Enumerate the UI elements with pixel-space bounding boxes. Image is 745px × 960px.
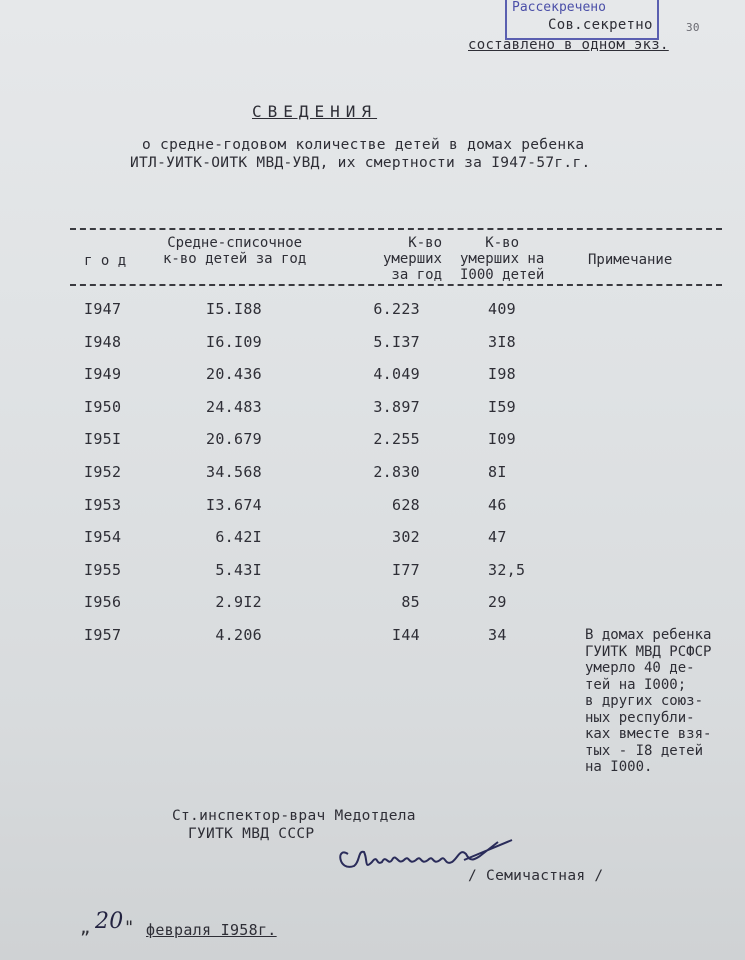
row-avg-count: 5.43I: [215, 560, 262, 579]
row-per-1000: 409: [488, 300, 516, 318]
table-top-rule: [70, 228, 722, 230]
document-title: СВЕДЕНИЯ: [252, 102, 378, 121]
col-header-per1000: К-во умерших на I000 детей: [460, 235, 545, 283]
row-deaths: 3.897: [373, 397, 420, 416]
declassified-stamp-text: Рассекречено: [512, 0, 606, 15]
row-deaths: 5.I37: [373, 332, 420, 351]
row-deaths: 4.049: [373, 365, 420, 384]
row-deaths: 85: [401, 593, 420, 612]
col-header-note: Примечание: [588, 252, 673, 268]
row-deaths: 302: [392, 528, 420, 547]
row-avg-count: I3.674: [206, 495, 262, 514]
row-avg-count: 34.568: [206, 463, 262, 481]
row-avg-count: 6.42I: [215, 528, 262, 547]
row-deaths: 628: [392, 495, 420, 514]
signatory-position-1: Ст.инспектор-врач Медотдела: [172, 808, 416, 824]
row-per-1000: 34: [488, 626, 507, 644]
row-year: I953: [84, 495, 122, 514]
secret-label: Сов.секретно: [548, 17, 653, 33]
signatory-position-2: ГУИТК МВД СССР: [188, 826, 315, 842]
row-year: I950: [84, 397, 122, 416]
subtitle-line-2: ИТЛ-УИТК-ОИТК МВД-УВД, их смертности за I947-57г.г.: [130, 155, 591, 171]
row-deaths: 2.830: [373, 463, 420, 481]
row-deaths: I44: [392, 626, 420, 644]
row-year: I947: [84, 300, 122, 318]
row-avg-count: 20.436: [206, 365, 262, 384]
date-open-quote: „: [80, 918, 91, 938]
row-per-1000: I09: [488, 430, 516, 449]
row-deaths: I77: [392, 560, 420, 579]
col-header-avg: Средне-списочное к-во детей за год: [163, 235, 307, 267]
col-header-year: г о д: [84, 253, 127, 269]
note-text: В домах ребенка ГУИТК МВД РСФСР умерло 40 де- тей на I000; в других союз- ных республи- ках вместе взя- тых - I8 детей на I000.: [585, 627, 712, 775]
row-avg-count: I5.I88: [206, 300, 262, 318]
row-deaths: 2.255: [373, 430, 420, 449]
row-per-1000: 29: [488, 593, 507, 612]
table-header-rule: [70, 284, 722, 286]
row-per-1000: I59: [488, 397, 516, 416]
row-avg-count: 4.206: [215, 626, 262, 644]
row-per-1000: 32,5: [488, 560, 526, 579]
row-per-1000: 47: [488, 528, 507, 547]
row-year: I949: [84, 365, 122, 384]
row-year: I948: [84, 332, 122, 351]
row-year: I955: [84, 560, 122, 579]
subtitle-line-1: о средне-годовом количестве детей в домах ребенка: [142, 137, 585, 153]
row-year: I957: [84, 626, 122, 644]
row-year: I954: [84, 528, 122, 547]
page-number: 30: [686, 21, 700, 34]
date-text: февраля I958г.: [146, 921, 277, 939]
date-close-quote: ": [124, 918, 135, 938]
row-per-1000: I98: [488, 365, 516, 384]
row-avg-count: I6.I09: [206, 332, 262, 351]
row-per-1000: 46: [488, 495, 507, 514]
date-day: 20: [95, 909, 124, 934]
copy-label: составлено в одном экз.: [468, 37, 669, 53]
row-avg-count: 20.679: [206, 430, 262, 449]
row-year: I952: [84, 463, 122, 481]
row-avg-count: 24.483: [206, 397, 262, 416]
row-deaths: 6.223: [373, 300, 420, 318]
row-per-1000: 8I: [488, 463, 507, 481]
row-year: I95I: [84, 430, 122, 449]
row-year: I956: [84, 593, 122, 612]
row-avg-count: 2.9I2: [215, 593, 262, 612]
row-per-1000: 3I8: [488, 332, 516, 351]
signatory-name: / Семичастная /: [468, 868, 604, 884]
col-header-deaths: К-во умерших за год: [382, 235, 442, 283]
